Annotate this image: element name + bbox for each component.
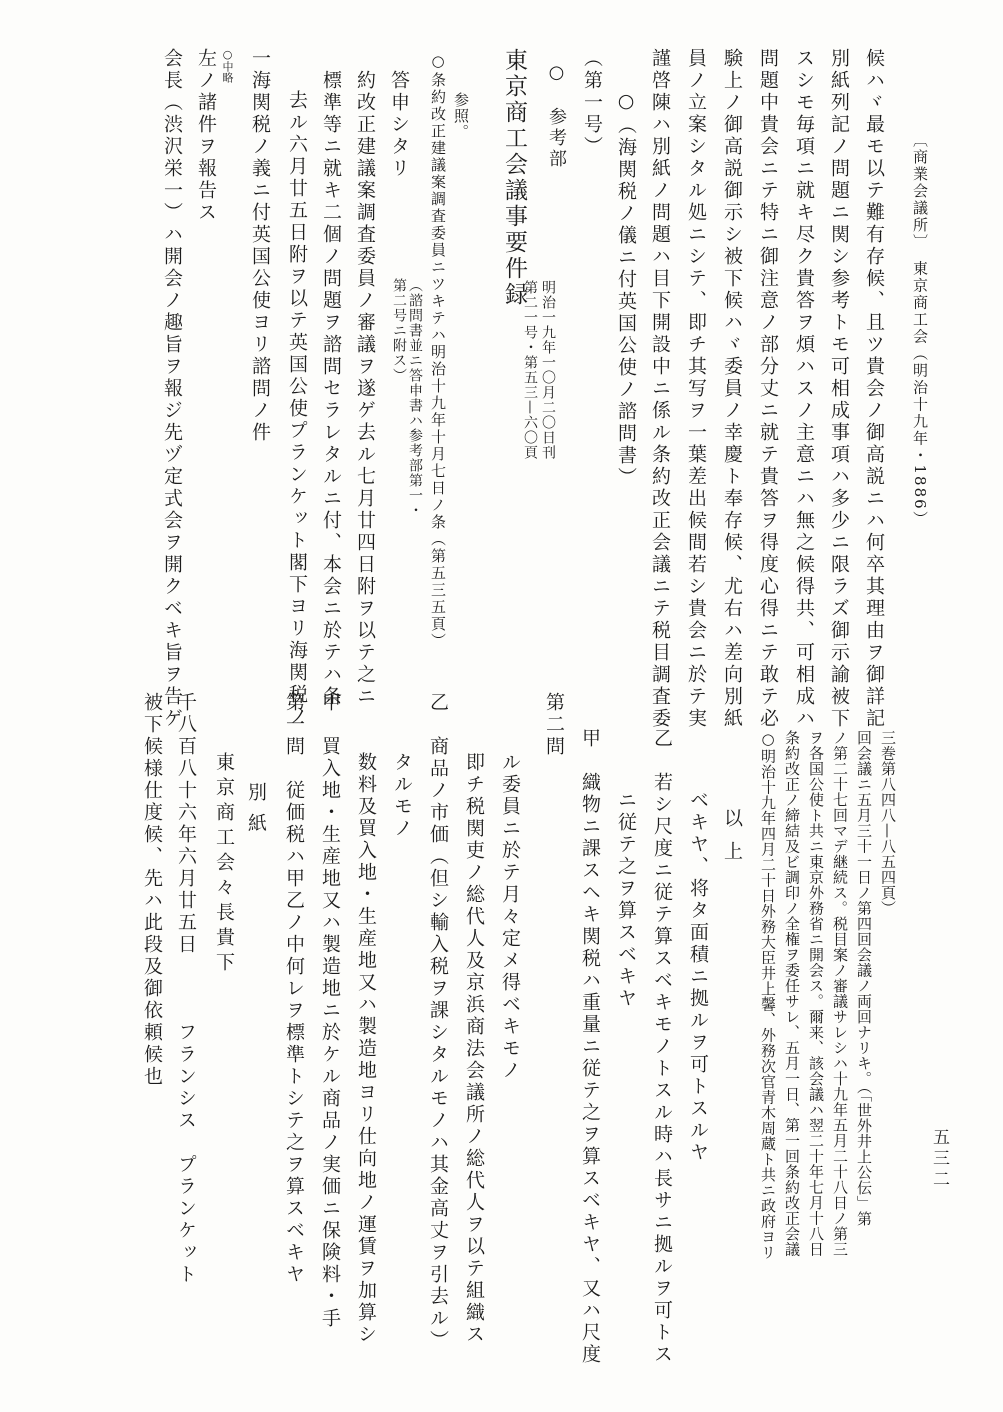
running-footer: 〔商業会議所〕 東京商工会（明治十九年・1886） [911, 132, 929, 528]
section-heading: 一海関税ノ義ニ付英国公使ヨリ諮問ノ件 [249, 48, 271, 444]
document-title: 東京商工会議事要件録 [501, 48, 527, 308]
note-line-3: ヲ各国公使ト共ニ東京外務省ニ開会ス。爾来、該会議ハ翌二十年七月十八日 [807, 730, 825, 1257]
letter-line-1: 謹啓陳ハ別紙ノ問題ハ目下開設中ニ係ル条約改正会議ニテ税目調査委 [649, 48, 671, 730]
citation-line-1: 第二一号・第五三—六〇頁 [522, 280, 538, 460]
inline-note-ref: （諮問書並ニ答申書ハ参考部第一・第二号ニ附ス） [391, 278, 423, 518]
letter-addressee: 東京商工会々長貴下 [213, 752, 235, 977]
letter-line-2: 員ノ立案シタル処ニシテ、即チ其写ヲ一葉差出候間若シ貴会ニ於テ実 [685, 48, 707, 730]
text-line-upper-5: 去ル六月廿五日附ヲ以テ英国公使プランケット閣下ヨリ海関税ノ [286, 90, 308, 728]
question-2-b: 乙 若シ尺度ニ従テ算スベキモノトスル時ハ長サニ拠ルヲ可トス [651, 728, 673, 1366]
note-line-2: 条約改正ノ締結及ビ調印ノ全権ヲ委任サレ、五月一日、第一回条約改正会議 [783, 730, 801, 1257]
end-marker: 以上 [721, 808, 743, 874]
question-2-b-cont: ベキヤ、将タ面積ニ拠ルヲ可トスルヤ [687, 790, 709, 1164]
letter-date-signature: 千八百八十六年六月廿五日 フランシス プランケット [175, 692, 197, 1286]
question-1-b-cont: 即チ税関吏ノ総代人及京浜商法会議所ノ総代人ヲ以テ組織ス [463, 752, 485, 1346]
attachment-heading: 別紙 [245, 782, 267, 844]
question-1-b: 乙 商品ノ市価（但シ輸入税ヲ課シタルモノハ其金高丈ヲ引去ル） [427, 692, 449, 1352]
note-line-5: 回会議ニ五月三十一日ノ第四回会議ノ両回ナリキ。（「世外井上公伝」第 [855, 730, 873, 1227]
text-line-upper-8: 答申シタリ [388, 70, 410, 180]
question-2-a: 甲 織物ニ課スヘキ関税ハ重量ニ従テ之ヲ算スベキヤ、又ハ尺度 [579, 728, 601, 1366]
citation-line-2: 明治一九年一〇月二〇日刊 [540, 280, 556, 460]
page-number: 五三二 [929, 1128, 949, 1191]
question-1: 第一問 従価税ハ甲乙ノ中何レヲ標準トシテ之ヲ算スベキヤ [283, 692, 305, 1286]
section-label: ○ 参考部 [546, 62, 567, 170]
question-2: 第二問 [543, 692, 565, 758]
question-1-a-cont: 数料及買入地・生産地又ハ製造地ヨリ仕向地ノ運賃ヲ加算シ [355, 752, 377, 1346]
text-line-upper-7: 約改正建議案調査委員ノ審議ヲ遂ゲ去ル七月廿四日附ヲ以テ之ニ [354, 70, 376, 708]
note-line-4: ノ第二十七回マデ継続ス。税目案ノ審議サレシハ十九年五月二十八日ノ第三 [831, 730, 849, 1257]
document-heading: ○（海関税ノ儀ニ付英国公使ノ諮問書） [615, 90, 637, 489]
reference-line-2: 参照。 [452, 92, 470, 140]
letter-line-5: スシモ毎項ニ就キ尽ク貴答ヲ煩ハスノ主意ニハ無之候得共、可相成ハ [793, 48, 815, 730]
text-line-upper-6: 標準等ニ就キ二個ノ問題ヲ諮問セラレタルニ付、本会ニ於テハ条 [320, 70, 342, 708]
note-line-6: 三巻第八四八—八五四頁） [879, 730, 897, 916]
question-2-a-cont: ニ従テ之ヲ算スベキヤ [615, 790, 637, 1010]
reference-line: ○条約改正建議案調査委員ニツキテハ明治十九年十月七日ノ条（第五三五頁） [429, 52, 447, 650]
letter-line-6: 別紙列記ノ問題ニ関シ参考トモ可相成事項ハ多少ニ限ラズ御示諭被下 [828, 48, 850, 730]
letter-closing: 被下候様仕度候、先ハ此段及御依頼候也 [141, 692, 163, 1088]
question-1-a: 甲 買入地・生産地又ハ製造地ニ於ケル商品ノ実価ニ保険料・手 [319, 692, 341, 1330]
question-1-b-end: ル委員ニ於テ月々定メ得ベキモノ [499, 752, 521, 1082]
letter-line-3: 験上ノ御高説御示シ被下候ハヾ委員ノ幸慶ト奉存候、尤右ハ差向別紙 [721, 48, 743, 730]
text-line-upper-2: 左ノ諸件ヲ報告ス [195, 48, 217, 224]
ellipsis-note: ○中略 [221, 48, 234, 83]
letter-line-7: 候ハヾ最モ以テ難有存候、且ツ貴会ノ御高説ニハ何卒其理由ヲ御詳記 [863, 48, 885, 730]
question-1-a-end: タルモノ [391, 752, 413, 840]
note-line-1: ○明治十九年四月二十日外務大臣井上馨、外務次官青木周蔵ト共ニ政府ヨリ [759, 730, 777, 1260]
item-number: （第一号） [581, 48, 603, 158]
letter-line-4: 問題中貴会ニテ特ニ御注意ノ部分丈ニ就テ貴答ヲ得度心得ニテ敢テ必 [757, 48, 779, 730]
text-line-upper-1: 会長（渋沢栄一）ハ開会ノ趣旨ヲ報ジ先ヅ定式会ヲ開クベキ旨ヲ告ゲ [161, 48, 183, 730]
